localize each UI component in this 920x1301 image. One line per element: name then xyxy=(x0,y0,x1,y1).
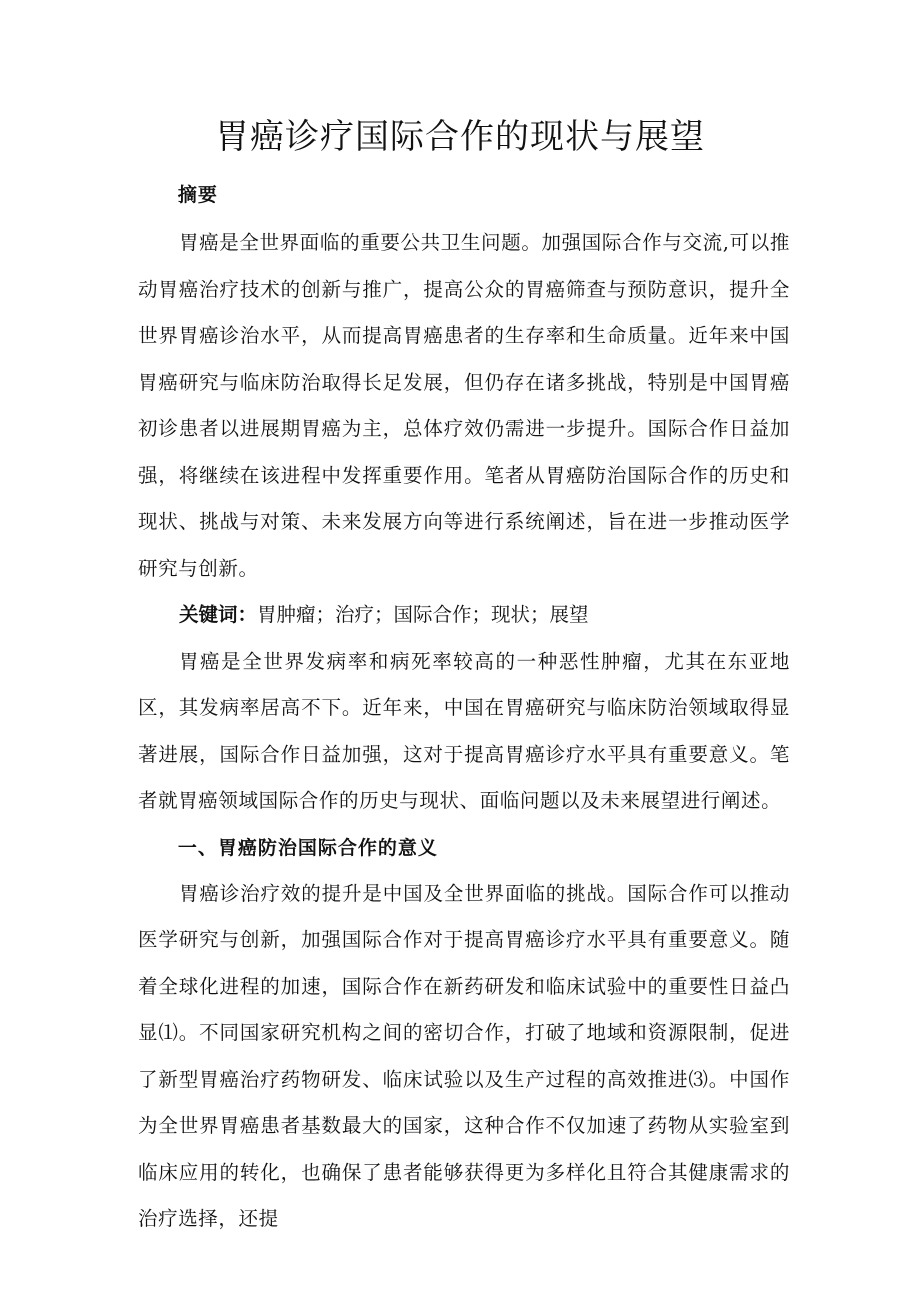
abstract-paragraph: 胃癌是全世界面临的重要公共卫生问题。加强国际合作与交流,可以推动胃癌治疗技术的创新与推广，提高公众的胃癌筛查与预防意识，提升全世界胃癌诊治水平，从而提高胃癌患者的生存率和生命质量。近年来中国胃癌研究与临床防治取得长足发展，但仍存在诸多挑战，特别是中国胃癌初诊患者以进展期胃癌为主，总体疗效仍需进一步提升。国际合作日益加强，将继续在该进程中发挥重要作用。笔者从胃癌防治国际合作的历史和现状、挑战与对策、未来发展方向等进行系统阐述，旨在进一步推动医学研究与创新。 xyxy=(138,231,790,580)
document-title: 胃癌诊疗国际合作的现状与展望 xyxy=(215,117,705,157)
document-body xyxy=(138,172,790,1243)
section-1-heading: 一、胃癌防治国际合作的意义 xyxy=(177,836,438,859)
abstract-heading: 摘要 xyxy=(177,184,218,206)
intro-paragraph: 胃癌是全世界发病率和病死率较高的一种恶性肿瘤，尤其在东亚地区，其发病率居高不下。近年来，中国在胃癌研究与临床防治领域取得显著进展，国际合作日益加强，这对于提高胃癌诊疗水平具有重要意义。笔者就胃癌领域国际合作的历史与现状、面临问题以及未来展望进行阐述。 xyxy=(138,649,790,812)
keywords-line xyxy=(138,592,790,639)
keywords-label: 关键词： xyxy=(178,603,257,626)
section-1-paragraph: 胃癌诊治疗效的提升是中国及全世界面临的挑战。国际合作可以推动医学研究与创新，加强国际合作对于提高胃癌诊疗水平具有重要意义。随着全球化进程的加速，国际合作在新药研发和临床试验中的重要性日益凸显⑴。不同国家研究机构之间的密切合作，打破了地域和资源限制，促进了新型胃癌治疗药物研发、临床试验以及生产过程的高效推进⑶。中国作为全世界胃癌患者基数最大的国家，这种合作不仅加速了药物从实验室到临床应用的转化，也确保了患者能够获得更为多样化且符合其健康需求的治疗选择，还提 xyxy=(138,881,790,1230)
keywords-text: 胃肿瘤；治疗；国际合作；现状；展望 xyxy=(256,603,589,626)
